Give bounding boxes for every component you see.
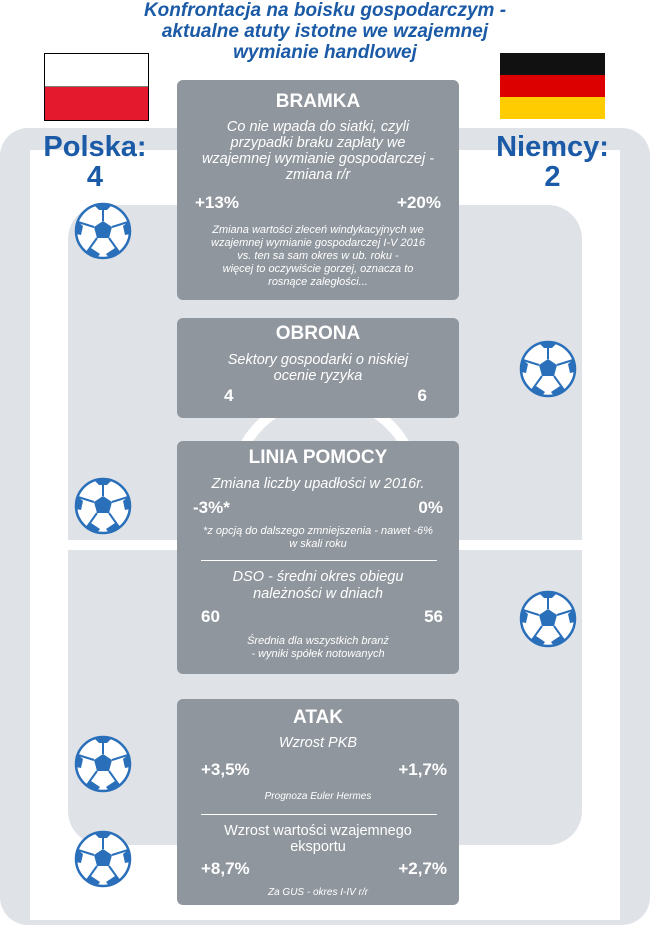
linia-note-2: Średnia dla wszystkich branż - wyniki spółek notowanych [247, 635, 389, 660]
atak-note-1: Prognoza Euler Hermes [264, 791, 372, 802]
atak-left-value-2: +8,7% [201, 859, 250, 878]
atak-divider [201, 814, 437, 815]
linia-right-value-1: 0% [418, 498, 443, 517]
linia-right-value-2: 56 [424, 607, 443, 626]
football-icon [74, 830, 132, 888]
obrona-subtitle: Sektory gospodarki o niskiej ocenie ryzyka [227, 352, 409, 384]
team-right-name: Niemcy: [496, 131, 609, 163]
obrona-right-value: 6 [417, 386, 427, 405]
bramka-panel [177, 80, 459, 300]
team-right [485, 132, 620, 192]
football-icon [519, 340, 577, 398]
football-icon [74, 202, 132, 260]
page-title: Konfrontacja na boisku gospodarczym - aktualne atuty istotne we wzajemnej wymianie handlowej [143, 0, 507, 63]
linia-title: LINIA POMOCY [248, 447, 388, 468]
poland-flag-icon [44, 53, 149, 121]
football-icon [74, 477, 132, 535]
linia-pomocy-panel [177, 441, 459, 674]
team-left-name: Polska: [43, 131, 147, 163]
atak-right-value-2: +2,7% [398, 859, 447, 878]
team-left-score: 4 [86, 161, 104, 193]
team-right-score: 2 [544, 161, 561, 193]
football-icon [74, 735, 132, 793]
linia-left-value-1: -3%* [193, 498, 230, 517]
linia-subtitle-1: Zmiana liczby upadłości w 2016r. [211, 476, 425, 492]
bramka-right-value: +20% [397, 193, 441, 212]
obrona-title: OBRONA [275, 323, 361, 344]
atak-subtitle-1: Wzrost PKB [278, 735, 358, 751]
atak-note-2: Za GUS - okres I-IV r/r [267, 887, 368, 898]
atak-left-value-1: +3,5% [201, 760, 250, 779]
linia-note-1: *z opcją do dalszego zmniejszenia - nawet -6% w skali roku [203, 525, 433, 550]
atak-panel [177, 699, 459, 905]
team-left [30, 132, 160, 192]
atak-subtitle-2: Wzrost wartości wzajemnego eksportu [224, 823, 412, 855]
bramka-title: BRAMKA [275, 91, 361, 112]
bramka-note: Zmiana wartości zleceń windykacyjnych we wzajemnej wymianie gospodarczej I-V 2016 vs. ten sa sam okres w ub. roku - więcej to oczywiście gorzej, oznacza to rosnące zaległości... [211, 224, 425, 288]
obrona-panel [177, 318, 459, 418]
football-icon [519, 590, 577, 648]
obrona-left-value: 4 [224, 386, 234, 405]
bramka-subtitle: Co nie wpada do siatki, czyli przypadki braku zapłaty we wzajemnej wymianie gospodarczej - zmiana r/r [201, 119, 435, 183]
atak-right-value-1: +1,7% [398, 760, 447, 779]
linia-subtitle-2: DSO - średni okres obiegu należności w dniach [232, 569, 404, 602]
atak-title: ATAK [293, 707, 343, 728]
linia-divider [201, 560, 437, 561]
germany-flag-icon [500, 53, 605, 119]
linia-left-value-2: 60 [201, 607, 220, 626]
bramka-left-value: +13% [195, 193, 239, 212]
